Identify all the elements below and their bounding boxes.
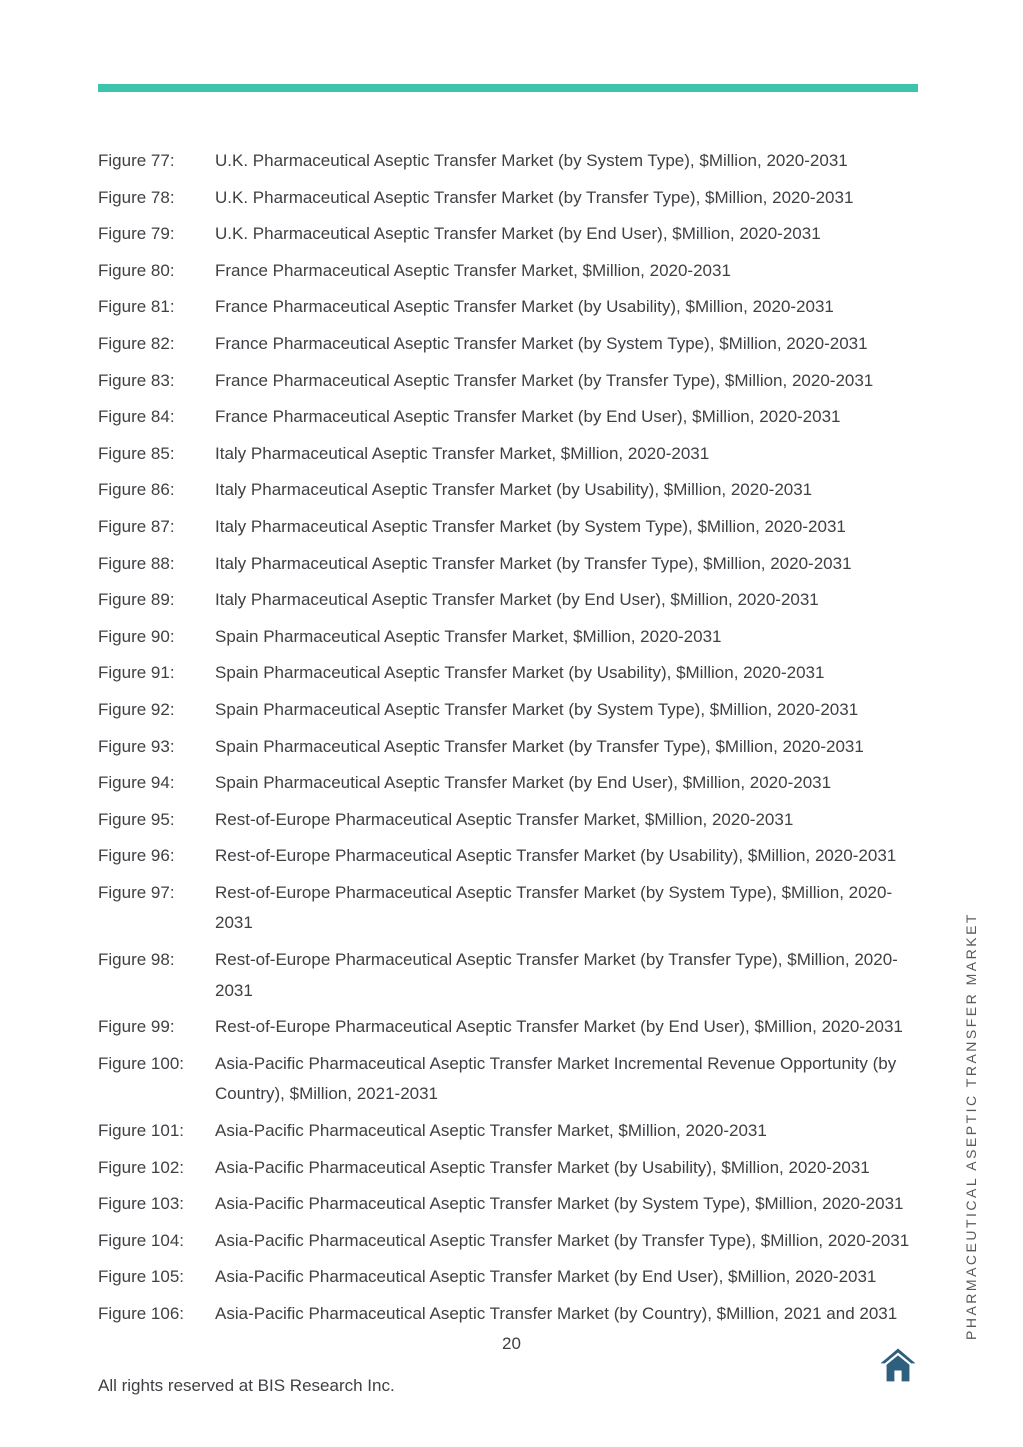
- figure-entry: [98, 768, 920, 799]
- top-accent-bar: [98, 84, 918, 92]
- figure-title: Rest-of-Europe Pharmaceutical Aseptic Transfer Market (by Usability), $Million, 2020-2031: [215, 846, 897, 866]
- figure-title: France Pharmaceutical Aseptic Transfer Market (by System Type), $Million, 2020-2031: [215, 333, 868, 353]
- figure-entry: [98, 622, 920, 653]
- figure-title: Rest-of-Europe Pharmaceutical Aseptic Transfer Market, $Million, 2020-2031: [215, 809, 794, 829]
- figure-entry: [98, 695, 920, 726]
- figure-label: Figure 99:: [98, 1017, 175, 1037]
- figure-label: Figure 105:: [98, 1267, 184, 1287]
- figure-title: France Pharmaceutical Aseptic Transfer Market, $Million, 2020-2031: [215, 260, 731, 280]
- figure-label: Figure 106:: [98, 1304, 184, 1323]
- figure-title: U.K. Pharmaceutical Aseptic Transfer Market (by End User), $Million, 2020-2031: [215, 224, 821, 244]
- figure-title: Asia-Pacific Pharmaceutical Aseptic Transfer Market (by Country), $Million, 2021 and 2031: [215, 1304, 898, 1323]
- figure-entry: [98, 1012, 920, 1043]
- figure-label: Figure 85:: [98, 443, 175, 463]
- figure-label: Figure 103:: [98, 1194, 184, 1214]
- figure-title: Asia-Pacific Pharmaceutical Aseptic Transfer Market, $Million, 2020-2031: [215, 1121, 767, 1141]
- figure-title: U.K. Pharmaceutical Aseptic Transfer Market (by Transfer Type), $Million, 2020-2031: [215, 187, 854, 207]
- figure-entry: [98, 219, 920, 250]
- figure-entry: [98, 366, 920, 397]
- figure-entry: [98, 1226, 920, 1257]
- figure-title: Spain Pharmaceutical Aseptic Transfer Market (by System Type), $Million, 2020-2031: [215, 699, 859, 719]
- figure-entry: [98, 945, 920, 1006]
- figure-entry: [98, 292, 920, 323]
- figure-label: Figure 90:: [98, 626, 175, 646]
- figure-title: Italy Pharmaceutical Aseptic Transfer Market (by System Type), $Million, 2020-2031: [215, 516, 846, 536]
- figure-title: Italy Pharmaceutical Aseptic Transfer Market, $Million, 2020-2031: [215, 443, 710, 463]
- figure-entry: [98, 512, 920, 543]
- copyright-footer: All rights reserved at BIS Research Inc.: [98, 1376, 395, 1395]
- figure-label: Figure 88:: [98, 553, 175, 573]
- figure-title: Spain Pharmaceutical Aseptic Transfer Market (by Usability), $Million, 2020-2031: [215, 663, 825, 683]
- figure-entry: [98, 658, 920, 689]
- figure-label: Figure 82:: [98, 333, 175, 353]
- figure-label: Figure 104:: [98, 1230, 184, 1250]
- figure-entry: [98, 475, 920, 506]
- figure-entry: [98, 402, 920, 433]
- figure-label: Figure 89:: [98, 590, 175, 610]
- figure-label: Figure 78:: [98, 187, 175, 207]
- figure-title: France Pharmaceutical Aseptic Transfer Market (by End User), $Million, 2020-2031: [215, 407, 841, 427]
- figure-label: Figure 81:: [98, 297, 175, 317]
- figure-title: Asia-Pacific Pharmaceutical Aseptic Transfer Market Incremental Revenue Opportunity (by Country), $Million, 2021-2031: [215, 1053, 897, 1104]
- figure-label: Figure 80:: [98, 260, 175, 280]
- figure-label: Figure 91:: [98, 663, 175, 683]
- figure-entry: [98, 1299, 920, 1330]
- figure-entry: [98, 439, 920, 470]
- figure-entry: [98, 1262, 920, 1293]
- figure-label: Figure 93:: [98, 736, 175, 756]
- figure-entry: [98, 841, 920, 872]
- figure-label: Figure 95:: [98, 809, 175, 829]
- figure-label: Figure 100:: [98, 1053, 184, 1073]
- figure-label: Figure 94:: [98, 773, 175, 793]
- figure-title: Italy Pharmaceutical Aseptic Transfer Market (by Usability), $Million, 2020-2031: [215, 480, 813, 500]
- side-watermark-label: PHARMACEUTICAL ASEPTIC TRANSFER MARKET: [963, 912, 979, 1340]
- figure-title: Rest-of-Europe Pharmaceutical Aseptic Transfer Market (by System Type), $Million, 2020-2031: [215, 882, 893, 933]
- figure-label: Figure 98:: [98, 950, 175, 970]
- figure-label: Figure 102:: [98, 1157, 184, 1177]
- figure-title: Asia-Pacific Pharmaceutical Aseptic Transfer Market (by Transfer Type), $Million, 2020-2031: [215, 1230, 910, 1250]
- figure-label: Figure 83:: [98, 370, 175, 390]
- figure-label: Figure 77:: [98, 151, 175, 170]
- figure-title: Asia-Pacific Pharmaceutical Aseptic Transfer Market (by System Type), $Million, 2020-2031: [215, 1194, 904, 1214]
- list-of-figures: [98, 146, 920, 1336]
- figure-entry: [98, 1153, 920, 1184]
- figure-entry: [98, 549, 920, 580]
- figure-title: Asia-Pacific Pharmaceutical Aseptic Transfer Market (by Usability), $Million, 2020-2031: [215, 1157, 870, 1177]
- figure-title: Spain Pharmaceutical Aseptic Transfer Market (by Transfer Type), $Million, 2020-2031: [215, 736, 864, 756]
- figure-title: Asia-Pacific Pharmaceutical Aseptic Transfer Market (by End User), $Million, 2020-2031: [215, 1267, 877, 1287]
- figure-entry: [98, 1189, 920, 1220]
- figure-entry: [98, 732, 920, 763]
- figure-title: France Pharmaceutical Aseptic Transfer Market (by Transfer Type), $Million, 2020-2031: [215, 370, 874, 390]
- figure-label: Figure 87:: [98, 516, 175, 536]
- figure-entry: [98, 878, 920, 939]
- figure-title: Spain Pharmaceutical Aseptic Transfer Market (by End User), $Million, 2020-2031: [215, 773, 832, 793]
- figure-title: Rest-of-Europe Pharmaceutical Aseptic Transfer Market (by End User), $Million, 2020-2031: [215, 1017, 903, 1037]
- figure-entry: [98, 329, 920, 360]
- figure-entry: [98, 1116, 920, 1147]
- home-button[interactable]: [879, 1347, 917, 1384]
- figure-label: Figure 101:: [98, 1121, 184, 1141]
- figure-entry: [98, 183, 920, 214]
- figure-label: Figure 84:: [98, 407, 175, 427]
- home-icon: [880, 1348, 916, 1383]
- figure-title: Rest-of-Europe Pharmaceutical Aseptic Transfer Market (by Transfer Type), $Million, 2020-2031: [215, 950, 898, 1000]
- figure-title: U.K. Pharmaceutical Aseptic Transfer Market (by System Type), $Million, 2020-2031: [215, 151, 848, 170]
- figure-entry: [98, 256, 920, 287]
- figure-label: Figure 96:: [98, 846, 175, 866]
- figure-entry: [98, 1049, 920, 1110]
- figure-title: Italy Pharmaceutical Aseptic Transfer Market (by Transfer Type), $Million, 2020-2031: [215, 553, 852, 573]
- figure-entry: [98, 805, 920, 836]
- figure-title: France Pharmaceutical Aseptic Transfer Market (by Usability), $Million, 2020-2031: [215, 297, 834, 317]
- figure-label: Figure 97:: [98, 882, 175, 902]
- figure-title: Spain Pharmaceutical Aseptic Transfer Market, $Million, 2020-2031: [215, 626, 722, 646]
- figure-label: Figure 86:: [98, 480, 175, 500]
- page-number: 20: [502, 1334, 521, 1353]
- figure-label: Figure 79:: [98, 224, 175, 244]
- figure-label: Figure 92:: [98, 699, 175, 719]
- figure-entry: [98, 585, 920, 616]
- figure-entry: [98, 146, 920, 177]
- figure-title: Italy Pharmaceutical Aseptic Transfer Market (by End User), $Million, 2020-2031: [215, 590, 819, 610]
